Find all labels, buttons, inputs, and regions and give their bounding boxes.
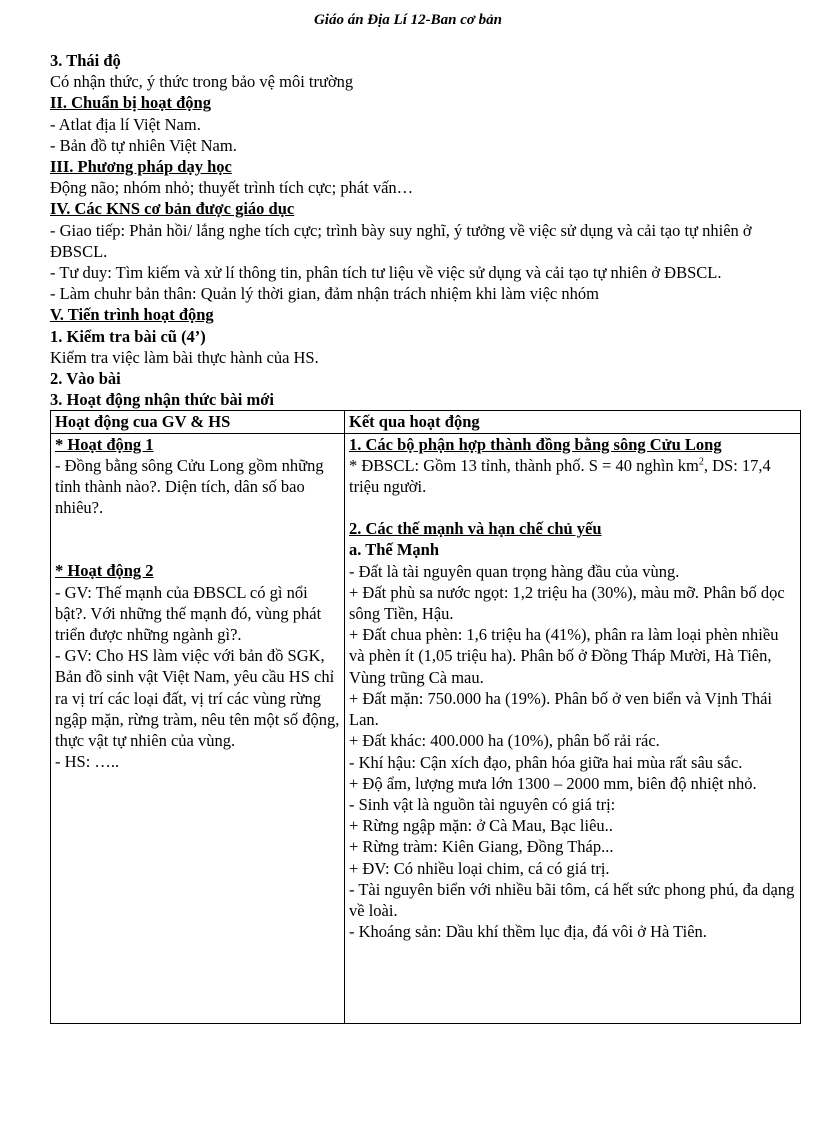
- document-body: [50, 50, 795, 1024]
- activity-1-title: * Hoạt động 1: [55, 434, 154, 454]
- prep-heading: II. Chuẩn bị hoạt động: [50, 93, 211, 113]
- result-2-line: + Rừng tràm: Kiên Giang, Đồng Tháp...: [349, 837, 614, 857]
- skills-heading: IV. Các KNS cơ bản được giáo dục: [50, 199, 295, 219]
- table-row: [51, 433, 801, 1023]
- process-heading: V. Tiến trình hoạt động: [50, 305, 214, 325]
- result-2-line: - Khí hậu: Cận xích đạo, phân hóa giữa hai mùa rất sâu sắc.: [349, 752, 743, 772]
- intro-heading: 2. Vào bài: [50, 369, 121, 389]
- method-heading: III. Phương pháp dạy học: [50, 157, 232, 177]
- activity-2-title: * Hoạt động 2: [55, 561, 154, 581]
- skills-item: - Tư duy: Tìm kiếm và xử lí thông tin, phân tích tư liệu về việc sử dụng và cải tạo tự nhiên ở ĐBSCL.: [50, 263, 722, 283]
- result-1-title: 1. Các bộ phận hợp thành đồng bằng sông Cửu Long: [349, 434, 722, 454]
- result-2-line: + ĐV: Có nhiều loại chim, cá có giá trị.: [349, 858, 610, 878]
- spacer: [349, 497, 796, 518]
- activity-table: [50, 410, 801, 1023]
- check-heading: 1. Kiểm tra bài cũ (4’): [50, 326, 206, 346]
- attitude-heading: 3. Thái độ: [50, 51, 121, 70]
- col1-header: Hoạt động cua GV & HS: [51, 411, 345, 433]
- teacher-activities-cell: [51, 433, 345, 1023]
- prep-item: - Atlat địa lí Việt Nam.: [50, 114, 201, 134]
- table-header-row: [51, 411, 801, 433]
- skills-item: - Giao tiếp: Phản hồi/ lắng nghe tích cực; trình bày suy nghĩ, ý tưởng về việc sử dụng và cải tạo tự nhiên ở ĐBSCL.: [50, 220, 752, 261]
- result-1-text-a: * ĐBSCL: Gồm 13 tỉnh, thành phố. S = 40 nghìn km: [349, 455, 699, 475]
- skills-item: - Làm chuhr bản thân: Quản lý thời gian, đảm nhận trách nhiệm khi làm việc nhóm: [50, 284, 599, 304]
- method-text: Động não; nhóm nhỏ; thuyết trình tích cực; phát vấn…: [50, 178, 414, 198]
- activity-2-line: - GV: Cho HS làm việc với bản đồ SGK, Bản đồ sinh vật Việt Nam, yêu cầu HS chỉ ra vị trí các loại đất, vị trí các vùng rừng ngập mặn, rừng tràm, nêu tên một số động, thực vật tự nhiên của vùng.: [55, 646, 340, 751]
- page-header: Giáo án Địa Lí 12-Ban cơ bản: [313, 12, 503, 28]
- col2-header: Kết qua hoạt động: [345, 411, 801, 433]
- result-2-line: + Độ ẩm, lượng mưa lớn 1300 – 2000 mm, biên độ nhiệt nhỏ.: [349, 773, 757, 793]
- result-2-line: + Đất khác: 400.000 ha (10%), phân bố rải rác.: [349, 731, 660, 751]
- result-1-text: [349, 455, 796, 497]
- activity-1-text: - Đồng bằng sông Cửu Long gồm những tỉnh thành nào?. Diện tích, dân số bao nhiêu?.: [55, 455, 324, 518]
- spacer: [55, 518, 340, 560]
- results-cell: [345, 433, 801, 1023]
- result-2-line: + Đất mặn: 750.000 ha (19%). Phân bố ở ven biển và Vịnh Thái Lan.: [349, 688, 772, 730]
- result-2-line: + Rừng ngập mặn: ở Cà Mau, Bạc liêu..: [349, 816, 613, 836]
- result-1-sup: 2: [698, 456, 704, 468]
- result-2-line: + Đất phù sa nước ngọt: 1,2 triệu ha (30%), màu mỡ. Phân bố dọc sông Tiền, Hậu.: [349, 582, 785, 624]
- result-2-title: 2. Các thế mạnh và hạn chế chủ yếu: [349, 519, 602, 539]
- result-2-line: - Đất là tài nguyên quan trọng hàng đầu của vùng.: [349, 561, 680, 581]
- prep-item: - Bản đồ tự nhiên Việt Nam.: [50, 135, 237, 155]
- result-2-line: + Đất chua phèn: 1,6 triệu ha (41%), phân ra làm loại phèn nhiều và phèn ít (1,05 triệu ha). Phân bố ở Đồng Tháp Mười, Hà Tiên, Vùng trũng Cà mau.: [349, 625, 779, 687]
- result-1-text-b: , DS: 17,4 triệu người.: [349, 455, 771, 497]
- activity-2-line: - HS: …..: [55, 752, 120, 772]
- result-2-line: - Tài nguyên biển với nhiều bãi tôm, cá hết sức phong phú, đa dạng về loài.: [349, 879, 795, 920]
- result-2-line: - Khoáng sản: Dầu khí thềm lục địa, đá vôi ở Hà Tiên.: [349, 922, 707, 942]
- activity-2-line: - GV: Thế mạnh của ĐBSCL có gì nổi bật?. Với những thế mạnh đó, vùng phát triển được những ngành gì?.: [55, 582, 322, 645]
- check-text: Kiểm tra việc làm bài thực hành của HS.: [50, 347, 319, 367]
- attitude-text: Có nhận thức, ý thức trong bảo vệ môi trường: [50, 72, 354, 92]
- result-2-line: - Sinh vật là nguồn tài nguyên có giá trị:: [349, 794, 616, 814]
- result-2-subheading: a. Thế Mạnh: [349, 540, 440, 560]
- new-knowledge-heading: 3. Hoạt động nhận thức bài mới: [50, 390, 274, 410]
